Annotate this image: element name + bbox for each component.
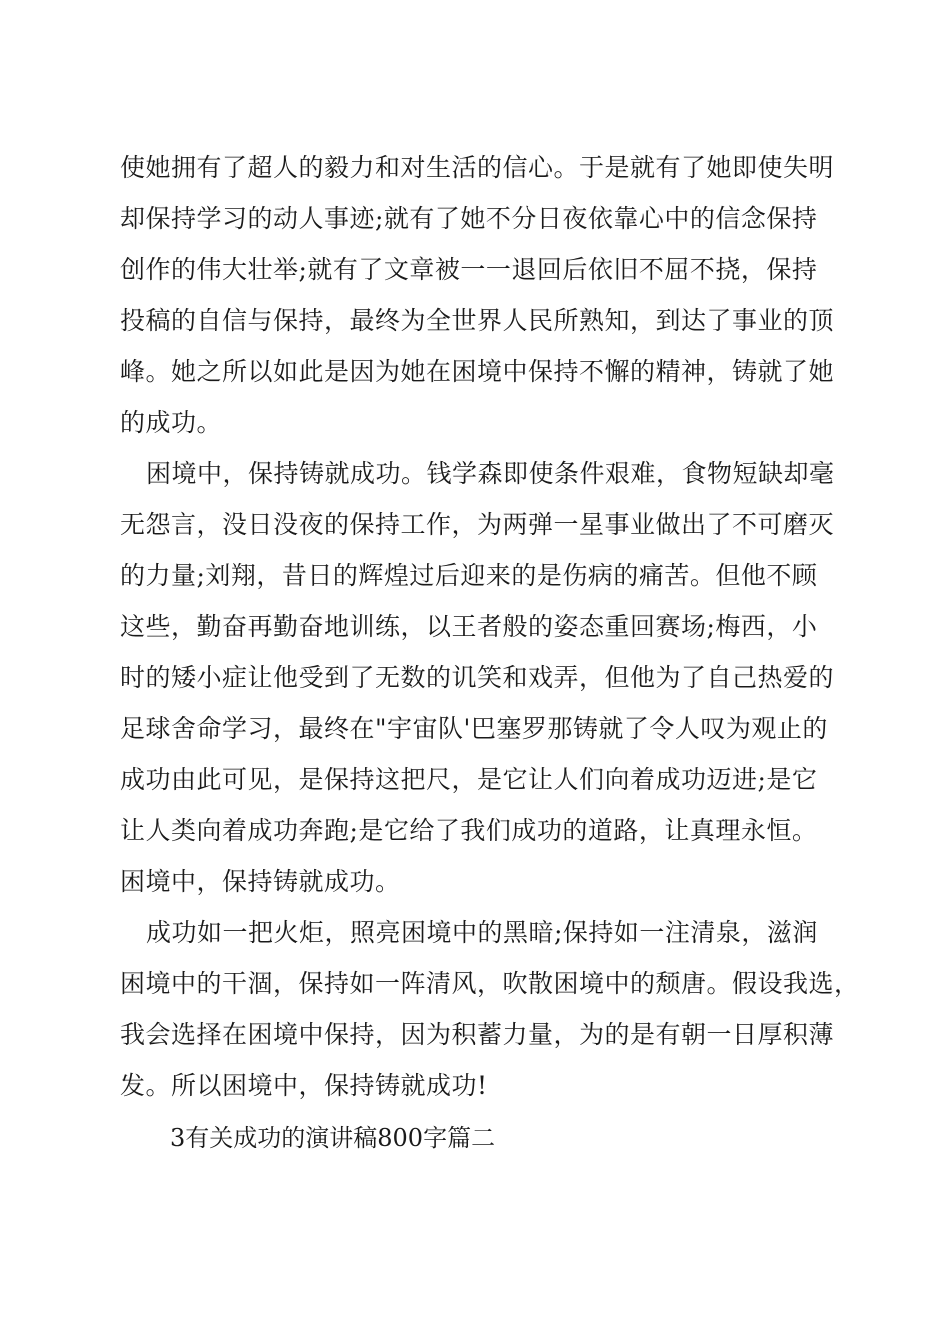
- paragraph-2-line-8: 让人类向着成功奔跑;是它给了我们成功的道路，让真理永恒。: [120, 816, 818, 845]
- paragraph-2-line-4: 这些，勤奋再勤奋地训练，以王者般的姿态重回赛场;梅西，小: [120, 612, 818, 641]
- paragraph-3-line-3: 我会选择在困境中保持，因为积蓄力量，为的是有朝一日厚积薄: [120, 1020, 835, 1049]
- paragraph-1-line-4: 投稿的自信与保持，最终为全世界人民所熟知，到达了事业的顶: [120, 306, 835, 335]
- paragraph-2-line-7: 成功由此可见，是保持这把尺，是它让人们向着成功迈进;是它: [120, 765, 818, 794]
- paragraph-2-line-3: 的力量;刘翔，昔日的辉煌过后迎来的是伤病的痛苦。但他不顾: [120, 561, 818, 590]
- paragraph-1-line-3: 创作的伟大壮举;就有了文章被一一退回后依旧不屈不挠，保持: [120, 255, 818, 284]
- paragraph-3-line-1: 成功如一把火炬，照亮困境中的黑暗;保持如一注清泉，滋润: [146, 918, 818, 947]
- paragraph-1-line-6: 的成功。: [120, 408, 223, 437]
- paragraph-3-line-4: 发。所以困境中，保持铸就成功!: [120, 1071, 488, 1100]
- paragraph-3-line-2: 困境中的干涸，保持如一阵清风，吹散困境中的颓唐。假设我选，: [120, 969, 860, 998]
- paragraph-2-line-5: 时的矮小症让他受到了无数的讥笑和戏弄，但他为了自己热爱的: [120, 663, 835, 692]
- paragraph-2-line-2: 无怨言，没日没夜的保持工作，为两弹一星事业做出了不可磨灭: [120, 510, 835, 539]
- paragraph-1-line-5: 峰。她之所以如此是因为她在困境中保持不懈的精神，铸就了她: [120, 357, 835, 386]
- paragraph-2-line-6: 足球舍命学习，最终在"宇宙队'巴塞罗那铸就了令人叹为观止的: [120, 714, 828, 743]
- paragraph-2-line-9: 困境中，保持铸就成功。: [120, 867, 401, 896]
- paragraph-2-line-1: 困境中，保持铸就成功。钱学森即使条件艰难，食物短缺却毫: [146, 459, 835, 488]
- paragraph-1-line-2: 却保持学习的动人事迹;就有了她不分日夜依靠心中的信念保持: [120, 204, 818, 233]
- paragraph-1-line-1: 使她拥有了超人的毅力和对生活的信心。于是就有了她即使失明: [120, 153, 835, 182]
- section-heading: 3有关成功的演讲稿800字篇二: [170, 1124, 496, 1152]
